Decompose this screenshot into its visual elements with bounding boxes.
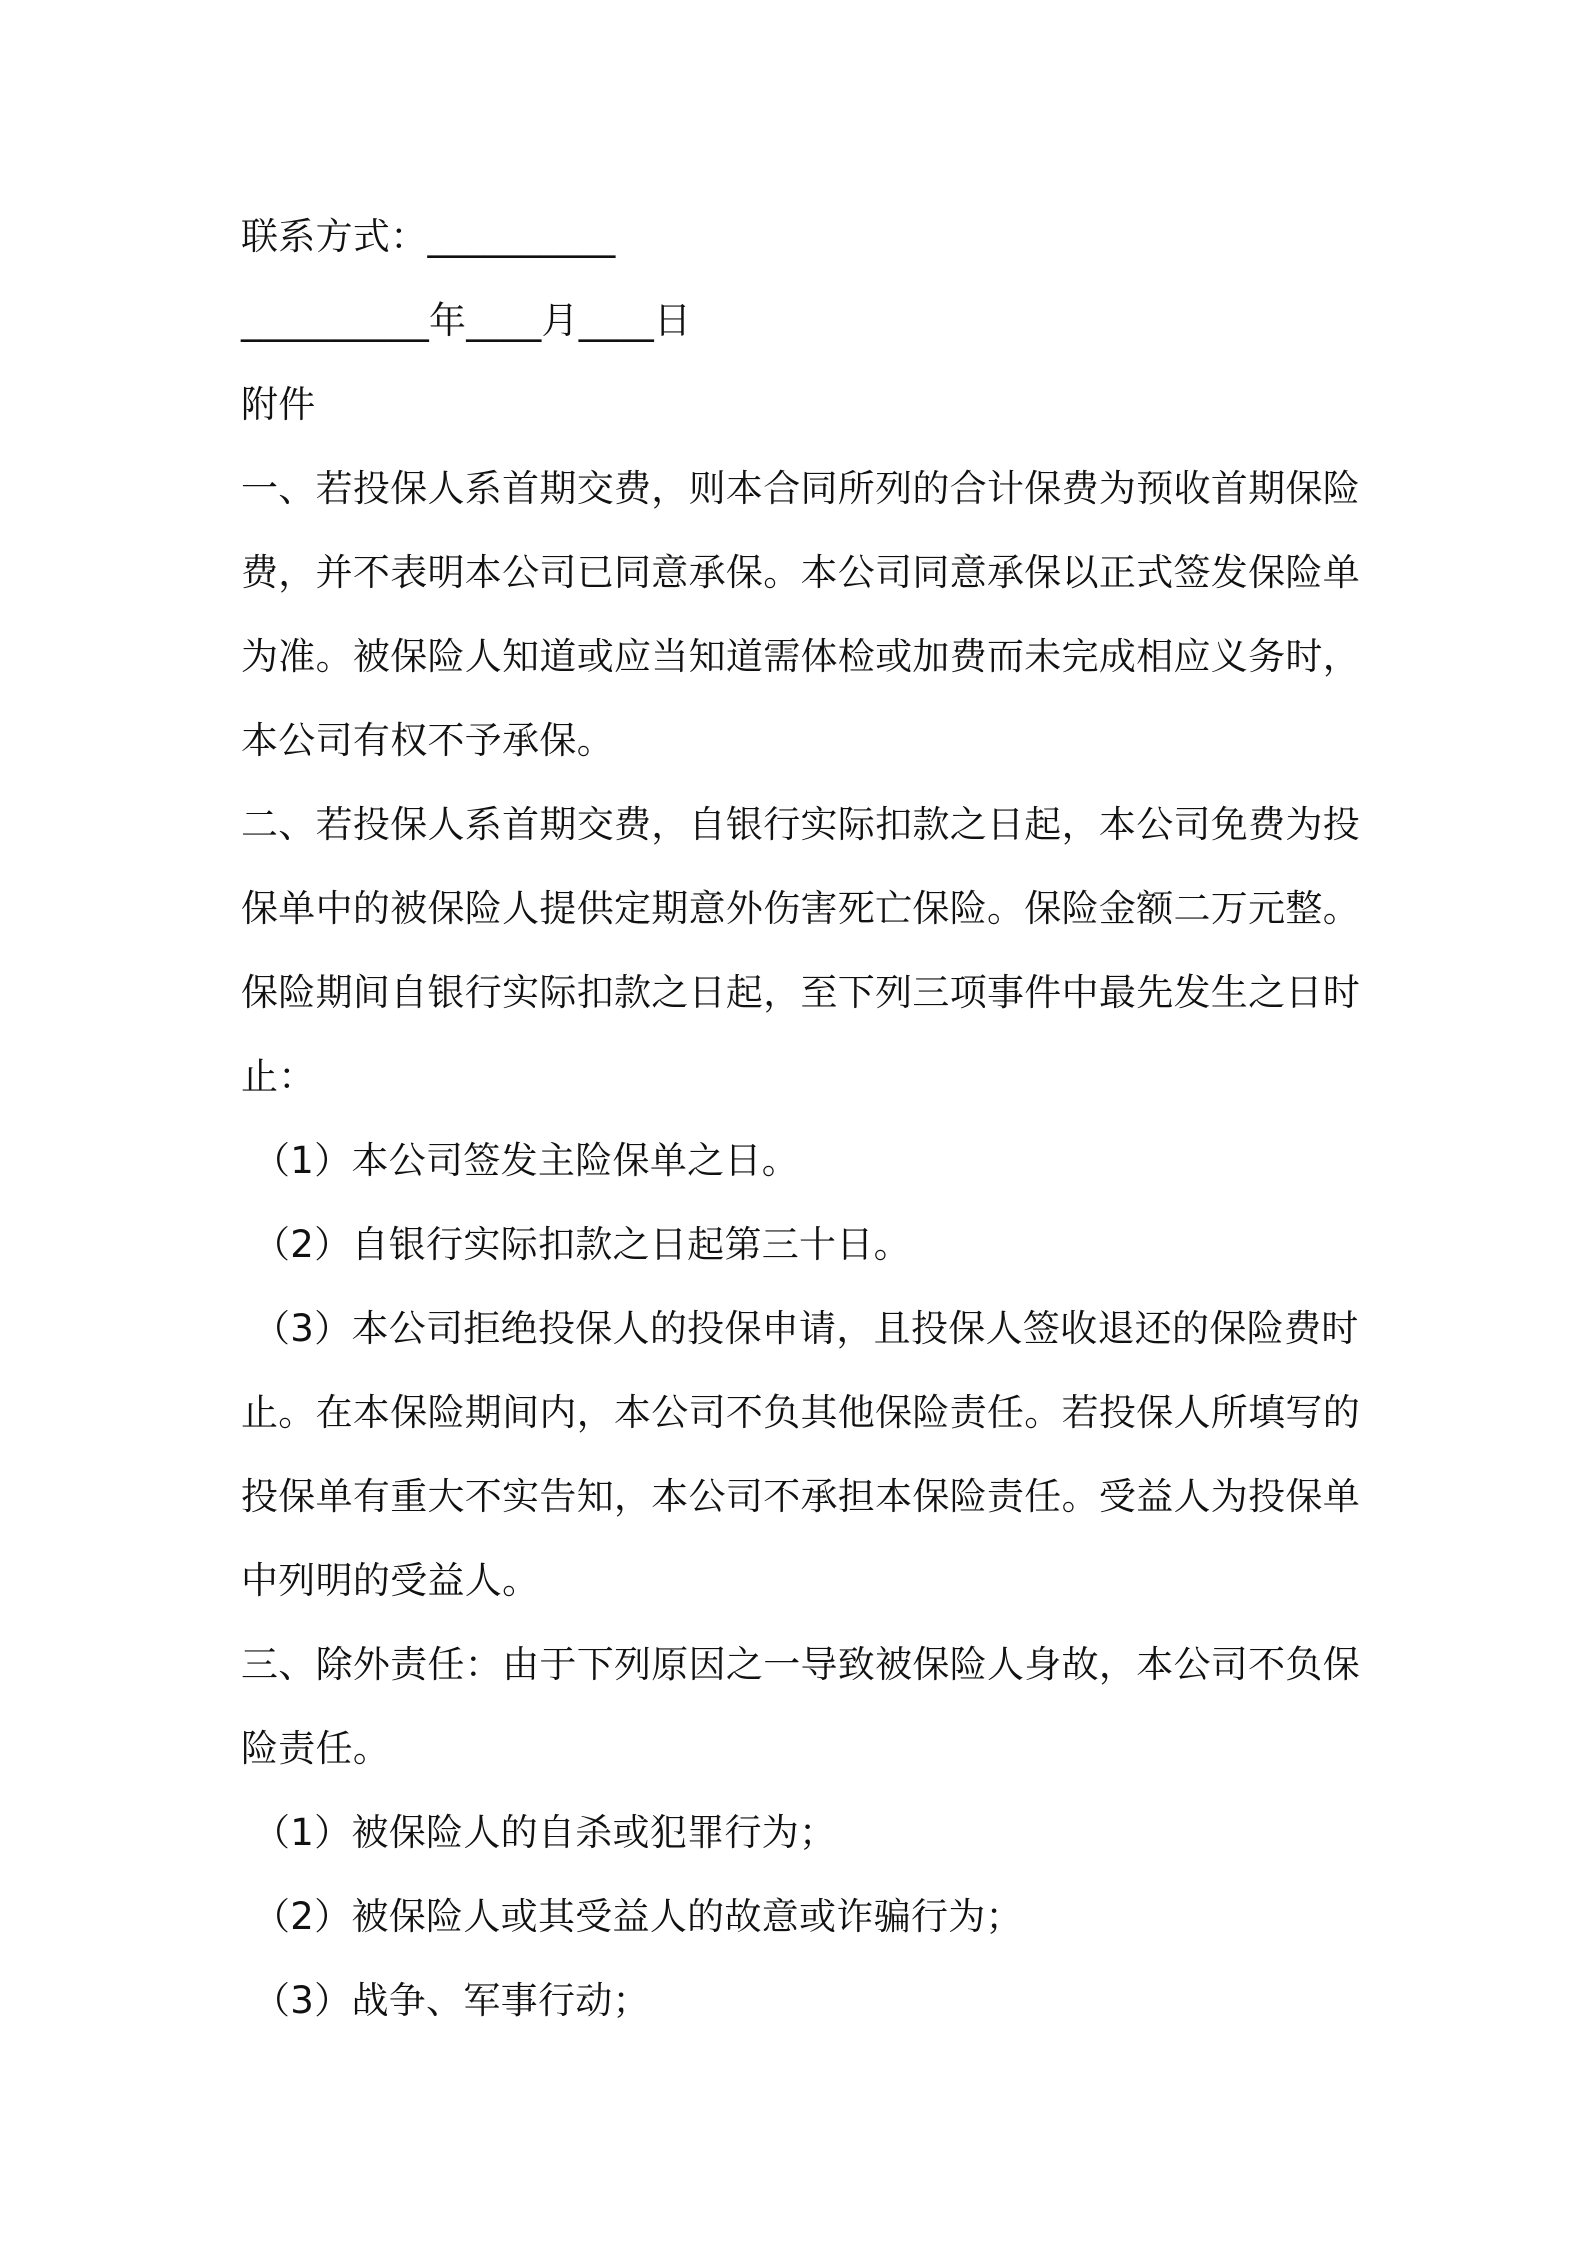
section-1-line-4: 本公司有权不予承保。 [241, 719, 614, 762]
section-2-line-3: 保险期间自银行实际扣款之日起，至下列三项事件中最先发生之日时 [241, 971, 1360, 1014]
section-2-item-3-cont-3: 中列明的受益人。 [241, 1559, 540, 1602]
section-2-item-3-cont-2: 投保单有重大不实告知，本公司不承担本保险责任。受益人为投保单 [241, 1475, 1360, 1518]
section-1-line-3: 为准。被保险人知道或应当知道需体检或加费而未完成相应义务时， [241, 635, 1360, 678]
section-1-line-1: 一、若投保人系首期交费，则本合同所列的合计保费为预收首期保险 [241, 467, 1360, 510]
section-2-line-1: 二、若投保人系首期交费，自银行实际扣款之日起，本公司免费为投 [241, 803, 1360, 846]
section-1-line-2: 费，并不表明本公司已同意承保。本公司同意承保以正式签发保险单 [241, 551, 1360, 594]
date-line: __________年____月____日 [241, 299, 692, 342]
attachment-heading: 附件 [241, 383, 316, 426]
section-2-item-2: （2）自银行实际扣款之日起第三十日。 [253, 1223, 911, 1266]
section-2-line-2: 保单中的被保险人提供定期意外伤害死亡保险。保险金额二万元整。 [241, 887, 1360, 930]
contact-line: 联系方式：__________ [241, 215, 616, 258]
section-3-line-1: 三、除外责任：由于下列原因之一导致被保险人身故，本公司不负保 [241, 1643, 1360, 1686]
section-2-item-1: （1）本公司签发主险保单之日。 [253, 1139, 800, 1182]
section-2-item-3-cont-1: 止。在本保险期间内，本公司不负其他保险责任。若投保人所填写的 [241, 1391, 1360, 1434]
section-3-item-3: （3）战争、军事行动； [253, 1979, 650, 2022]
document-page [241, 195, 1361, 2043]
section-3-line-2: 险责任。 [241, 1727, 391, 1770]
section-3-item-1: （1）被保险人的自杀或犯罪行为； [253, 1811, 837, 1854]
section-2-item-3: （3）本公司拒绝投保人的投保申请，且投保人签收退还的保险费时 [253, 1307, 1359, 1350]
section-2-line-4: 止： [241, 1055, 316, 1098]
section-3-item-2: （2）被保险人或其受益人的故意或诈骗行为； [253, 1895, 1023, 1938]
